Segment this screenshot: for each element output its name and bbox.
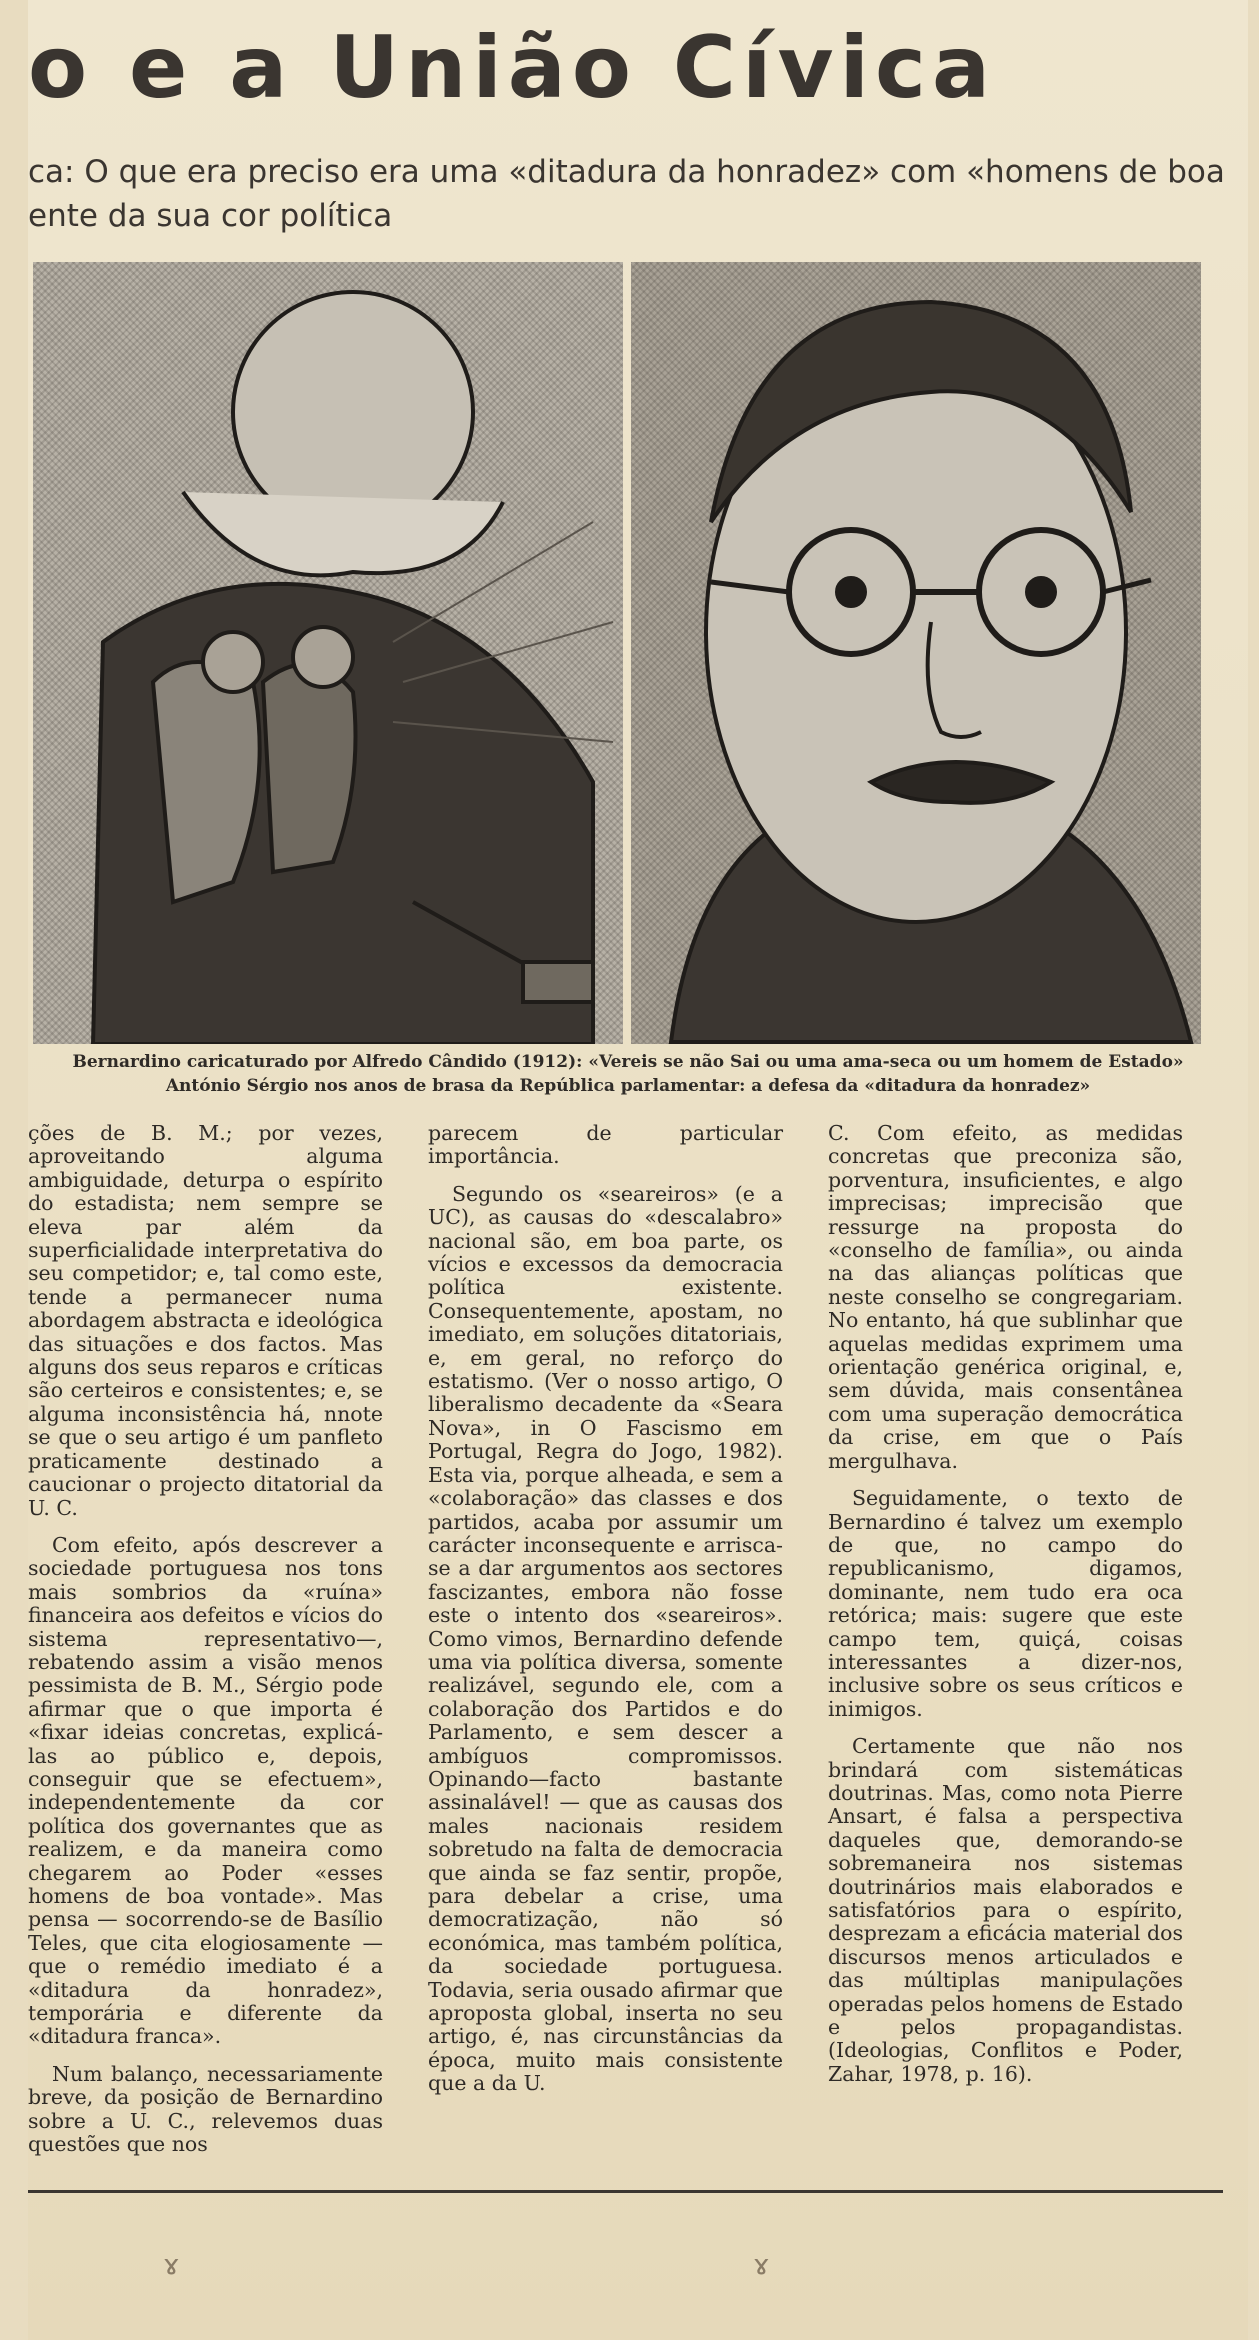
column-3-paragraph-1: C. Com efeito, as medidas concretas que preconiza são, porventura, insuficientes, e algo imprecisas; imprecisão que ressurge na proposta do «conselho de família», ou ainda na das alianças políticas que neste conselho se congregariam. No entanto, há que sublinhar que aquelas medidas exprimem uma orientação genérica original, e, sem dúvida, mais consentânea com uma superação democrática da crise, em que o País mergulhava.	[828, 1121, 1183, 1473]
article-column-1	[28, 1122, 383, 2170]
caricature-drawing	[33, 262, 623, 1044]
portrait-image	[631, 262, 1201, 1044]
caption-line-1: Bernardino caricaturado por Alfredo Cândido (1912): «Vereis se não Sai ou uma ama-seca ou um homem de Estado»	[72, 1052, 1184, 1072]
subtitle-line-2: ente da sua cor política	[28, 198, 393, 234]
caricature-image	[33, 262, 623, 1044]
photo-strip	[33, 262, 1201, 1044]
column-1-paragraph-1: ções de B. M.; por vezes, aproveitando alguma ambiguidade, deturpa o espírito do estadista; nem sempre se eleva par além da superficialidade interpretativa do seu competidor; e, tal como este, tende a permanecer numa abordagem abstracta e ideológica das situações e dos factos. Mas alguns dos seus reparos e críticas são certeiros e consistentes; e, se alguma inconsistência há, nnote se que o seu artigo é um panfleto praticamente destinado a caucionar o projecto ditatorial da U. C.	[28, 1121, 383, 1520]
subtitle-line-1: ca: O que era preciso era uma «ditadura da honradez» com «homens de boa	[28, 154, 1225, 190]
bottom-rule	[28, 2190, 1223, 2193]
column-2-paragraph-1: parecem de particular importância.	[428, 1121, 783, 1169]
headline-title: o e a União Cívica	[28, 18, 996, 118]
column-2-paragraph-2: Segundo os «seareiros» (e a UC), as causas do «descalabro» nacional são, em boa parte, os vícios e excessos da democracia política existente. Consequentemente, apostam, no imediato, em soluções ditatoriais, e, em geral, no reforço do estatismo. (Ver o nosso artigo, O liberalismo decadente da «Seara Nova», in O Fascismo em Portugal, Regra do Jogo, 1982). Esta via, porque alheada, e sem a «colaboração» das classes e dos partidos, acaba por assumir um carácter inconsequente e arrisca-se a dar argumentos aos sectores fascizantes, embora não fosse este o intento dos «seareiros». Como vimos, Bernardino defende uma via política diversa, somente realizável, segundo ele, com a colaboração dos Partidos e do Parlamento, e sem descer a ambíguos compromissos. Opinando—facto bastante assinalável! — que as causas dos males nacionais residem sobretudo na falta de democracia que ainda se faz sentir, propõe, para debelar a crise, uma democratização, não só económica, mas também política, da sociedade portuguesa. Todavia, seria ousado afirmar que aproposta global, inserta no seu artigo, é, nas circunstâncias da época, muito mais consistente que a da U.	[428, 1181, 783, 2096]
column-1-paragraph-3: Num balanço, necessariamente breve, da posição de Bernardino sobre a U. C., relevemos duas questões que nos	[28, 2061, 383, 2157]
paper-mark-icon: ɤ	[163, 2248, 180, 2281]
photo-caption	[28, 1050, 1228, 1098]
column-3-paragraph-3: Certamente que não nos brindará com sistemáticas doutrinas. Mas, como nota Pierre Ansart, é falsa a perspectiva daqueles que, demorando-se sobremaneira nos sistemas doutrinários mais elaborados e satisfatórios para o espírito, desprezam a eficácia material dos discursos menos articulados e das múltiplas manipulações operadas pelos homens de Estado e pelos propagandistas. (Ideologias, Conflitos e Poder, Zahar, 1978, p. 16).	[828, 1734, 1183, 2086]
newspaper-page	[28, 0, 1248, 2340]
paper-mark-icon: ɤ	[753, 2248, 770, 2281]
column-1-paragraph-2: Com efeito, após descrever a sociedade portuguesa nos tons mais sombrios da «ruína» financeira aos defeitos e vícios do sistema representativo—, rebatendo assim a visão menos pessimista de B. M., Sérgio pode afirmar que o que importa é «fixar ideias concretas, explicá-las ao público e, depois, conseguir que se efectuem», independentemente da cor política dos governantes que as realizem, e da maneira como chegarem ao Poder «esses homens de boa vontade». Mas pensa — socorrendo-se de Basílio Teles, que cita elogiosamente — que o remédio imediato é a «ditadura da honradez», temporária e diferente da «ditadura franca».	[28, 1532, 383, 2049]
article-column-3	[828, 1122, 1183, 2100]
column-3-paragraph-2: Seguidamente, o texto de Bernardino é talvez um exemplo de que, no campo do republicanismo, digamos, dominante, nem tudo era oca retórica; mais: sugere que este campo tem, quiçá, coisas interessantes a dizer-nos, inclusive sobre os seus críticos e inimigos.	[828, 1486, 1183, 1721]
article-column-2	[428, 1122, 783, 2110]
headline-subtitle	[28, 150, 1228, 238]
caption-line-2: António Sérgio nos anos de brasa da República parlamentar: a defesa da «ditadura da honradez»	[165, 1076, 1091, 1096]
portrait-drawing	[631, 262, 1201, 1044]
